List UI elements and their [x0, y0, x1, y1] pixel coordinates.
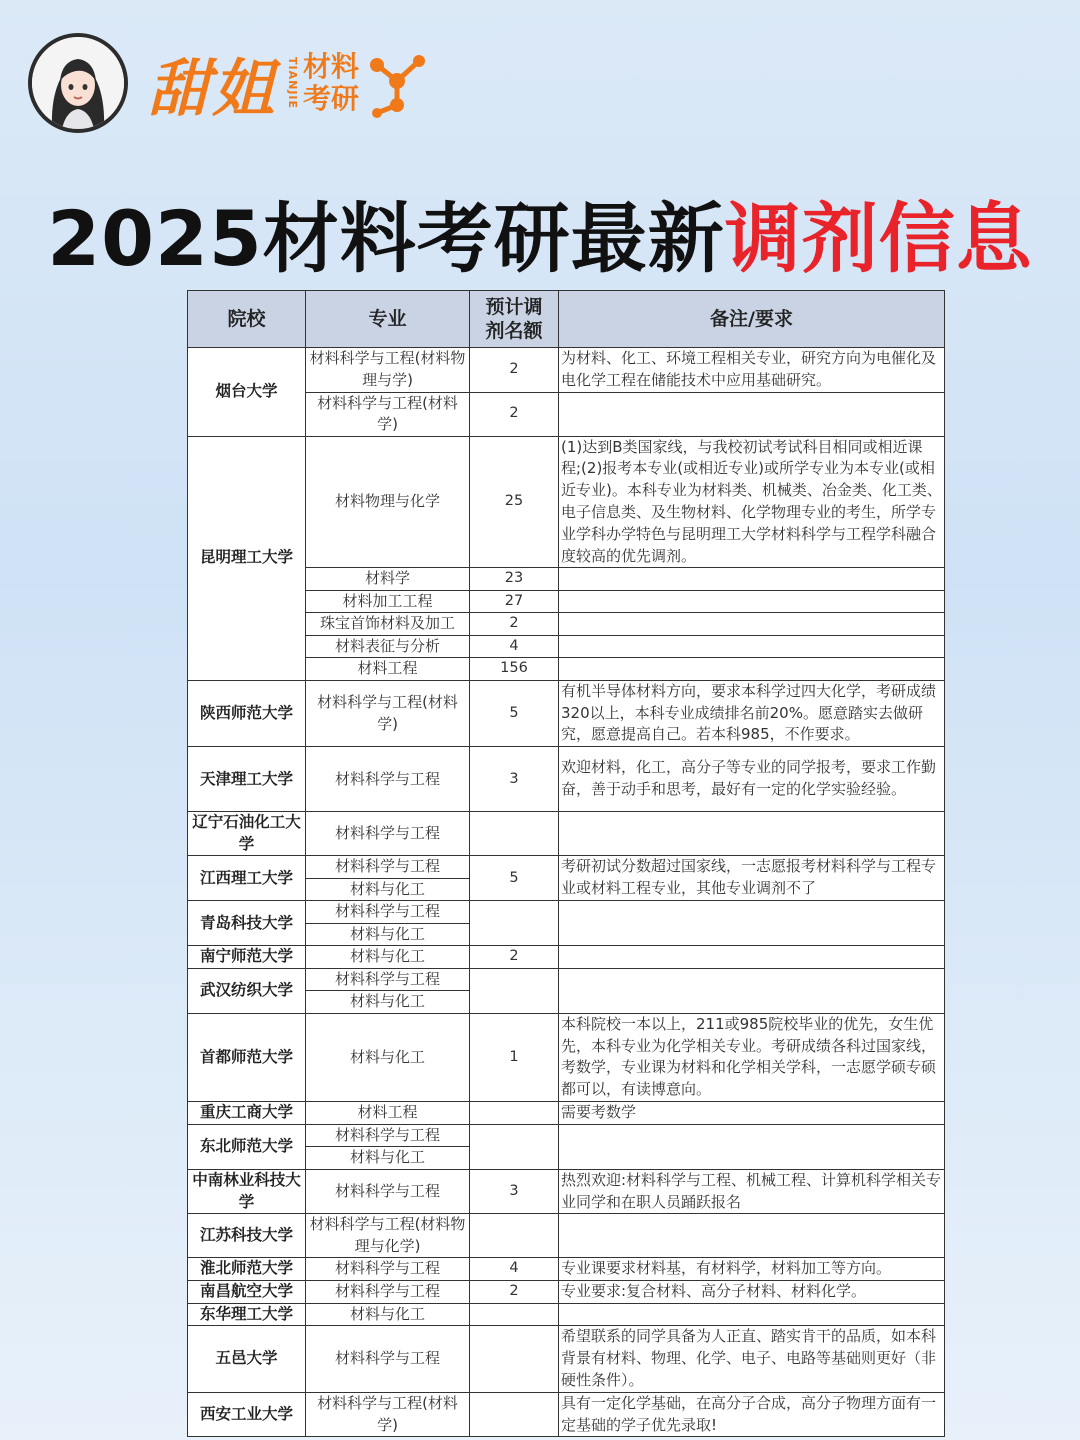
major-cell: 材料科学与工程 [306, 1326, 470, 1392]
table-row [188, 747, 945, 812]
school-cell: 东华理工大学 [188, 1303, 306, 1326]
school-cell: 中南林业科技大学 [188, 1169, 306, 1214]
quota-cell [470, 1124, 559, 1169]
quota-cell: 2 [470, 348, 559, 393]
major-cell: 材料科学与工程(材料物理与学) [306, 348, 470, 393]
quota-cell: 156 [470, 658, 559, 681]
molecule-icon [363, 43, 433, 123]
avatar-illustration [32, 37, 124, 129]
major-cell: 材料与化工 [306, 991, 470, 1014]
table-row [188, 1124, 945, 1147]
table-row [188, 968, 945, 991]
quota-cell: 2 [470, 946, 559, 969]
note-cell [559, 392, 945, 436]
school-cell: 东北师范大学 [188, 1124, 306, 1169]
note-cell [559, 968, 945, 1013]
major-cell: 材料与化工 [306, 878, 470, 901]
note-cell [559, 1214, 945, 1258]
major-cell: 材料科学与工程 [306, 1124, 470, 1147]
quota-cell: 5 [470, 856, 559, 901]
note-cell [559, 901, 945, 946]
quota-cell: 4 [470, 635, 559, 658]
quota-cell: 3 [470, 747, 559, 812]
note-cell: 希望联系的同学具备为人正直、踏实肯干的品质，如本科背景有材料、物理、化学、电子、电路等基础则更好（非硬性条件）。 [559, 1326, 945, 1392]
brand-sub-line1: 材料 [303, 50, 360, 83]
note-cell: 热烈欢迎:材料科学与工程、机械工程、计算机科学相关专业同学和在职人员踊跃报名 [559, 1169, 945, 1214]
table-row [188, 1326, 945, 1392]
note-cell [559, 1124, 945, 1169]
quota-cell: 2 [470, 613, 559, 636]
header-quota: 预计调剂名额 [470, 291, 559, 348]
school-cell: 重庆工商大学 [188, 1101, 306, 1124]
table-row [188, 946, 945, 969]
quota-cell [470, 812, 559, 856]
major-cell: 材料与化工 [306, 1013, 470, 1101]
note-cell: 本科院校一本以上，211或985院校毕业的优先，女生优先，本科专业为化学相关专业。考研成绩各科过国家线，考数学，专业课为材料和化学相关学科，一志愿学硕专硕都可以，有读博意向。 [559, 1013, 945, 1101]
note-cell: 需要考数学 [559, 1101, 945, 1124]
quota-cell [470, 968, 559, 1013]
title-highlight: 调剂信息 [724, 194, 1033, 283]
quota-cell [470, 1101, 559, 1124]
table-row [188, 680, 945, 746]
table-row [188, 1101, 945, 1124]
note-cell: 具有一定化学基础，在高分子合成，高分子物理方面有一定基础的学子优先录取! [559, 1392, 945, 1437]
school-cell: 青岛科技大学 [188, 901, 306, 946]
note-cell [559, 613, 945, 636]
quota-cell [470, 1326, 559, 1392]
quota-cell: 3 [470, 1169, 559, 1214]
major-cell: 材料科学与工程 [306, 1258, 470, 1281]
table-row [188, 1013, 945, 1101]
major-cell: 材料物理与化学 [306, 436, 470, 568]
school-cell: 南昌航空大学 [188, 1281, 306, 1304]
note-cell [559, 812, 945, 856]
school-cell: 江苏科技大学 [188, 1214, 306, 1258]
brand-sub-line2: 考研 [303, 82, 360, 115]
school-cell: 武汉纺织大学 [188, 968, 306, 1013]
quota-cell [470, 901, 559, 946]
quota-cell: 5 [470, 680, 559, 746]
note-cell [559, 658, 945, 681]
note-cell: 欢迎材料，化工，高分子等专业的同学报考，要求工作勤奋，善于动手和思考，最好有一定的化学实验经验。 [559, 747, 945, 812]
major-cell: 材料科学与工程(材料学) [306, 680, 470, 746]
quota-cell: 2 [470, 392, 559, 436]
adjustment-table [187, 290, 945, 1437]
brand-pinyin: TIANJIE [286, 56, 300, 109]
quota-cell [470, 1303, 559, 1326]
header-note: 备注/要求 [559, 291, 945, 348]
header-major: 专业 [306, 291, 470, 348]
major-cell: 材料工程 [306, 658, 470, 681]
major-cell: 珠宝首饰材料及加工 [306, 613, 470, 636]
quota-cell [470, 1392, 559, 1437]
major-cell: 材料与化工 [306, 946, 470, 969]
major-cell: 材料学 [306, 568, 470, 591]
note-cell: (1)达到B类国家线，与我校初试考试科目相同或相近课程;(2)报考本专业(或相近专业)或所学专业为本专业(或相近专业)。本科专业为材料类、机械类、冶金类、化工类、电子信息类、及生物材料、化学物理专业的考生，所学专业学科办学特色与昆明理工大学材料科学与工程学科融合度较高的优先调剂。 [559, 436, 945, 568]
major-cell: 材料科学与工程(材料物理与化学) [306, 1214, 470, 1258]
table-row [188, 812, 945, 856]
major-cell: 材料与化工 [306, 1147, 470, 1170]
school-cell: 江西理工大学 [188, 856, 306, 901]
note-cell [559, 568, 945, 591]
school-cell: 昆明理工大学 [188, 436, 306, 680]
table-row [188, 1258, 945, 1281]
note-cell [559, 946, 945, 969]
table-row [188, 1281, 945, 1304]
school-cell: 烟台大学 [188, 348, 306, 437]
major-cell: 材料科学与工程 [306, 1281, 470, 1304]
note-cell: 考研初试分数超过国家线，一志愿报考材料科学与工程专业或材料工程专业，其他专业调剂不了 [559, 856, 945, 901]
school-cell: 五邑大学 [188, 1326, 306, 1392]
quota-cell: 1 [470, 1013, 559, 1101]
table-row [188, 901, 945, 924]
major-cell: 材料加工工程 [306, 590, 470, 613]
major-cell: 材料工程 [306, 1101, 470, 1124]
table-row [188, 348, 945, 393]
quota-cell: 23 [470, 568, 559, 591]
table-row [188, 1303, 945, 1326]
table-row [188, 1214, 945, 1258]
school-cell: 南宁师范大学 [188, 946, 306, 969]
table-row [188, 1169, 945, 1214]
quota-cell [470, 1214, 559, 1258]
major-cell: 材料科学与工程 [306, 901, 470, 924]
avatar [28, 33, 128, 133]
major-cell: 材料与化工 [306, 923, 470, 946]
table-header-row [188, 291, 945, 348]
header-school: 院校 [188, 291, 306, 348]
table-row [188, 1392, 945, 1437]
note-cell [559, 635, 945, 658]
major-cell: 材料科学与工程 [306, 968, 470, 991]
table-row [188, 856, 945, 879]
quota-cell: 27 [470, 590, 559, 613]
school-cell: 陕西师范大学 [188, 680, 306, 746]
brand-subtitle [286, 51, 359, 115]
major-cell: 材料科学与工程(材料学) [306, 392, 470, 436]
major-cell: 材料科学与工程 [306, 856, 470, 879]
school-cell: 首都师范大学 [188, 1013, 306, 1101]
page-title [0, 178, 1080, 287]
note-cell: 为材料、化工、环境工程相关专业，研究方向为电催化及电化学工程在储能技术中应用基础研究。 [559, 348, 945, 393]
table-row [188, 436, 945, 568]
quota-cell: 2 [470, 1281, 559, 1304]
brand-header [28, 28, 433, 138]
note-cell [559, 590, 945, 613]
school-cell: 淮北师范大学 [188, 1258, 306, 1281]
major-cell: 材料科学与工程 [306, 747, 470, 812]
note-cell [559, 1303, 945, 1326]
brand-name: 甜姐 [148, 51, 277, 125]
major-cell: 材料与化工 [306, 1303, 470, 1326]
major-cell: 材料表征与分析 [306, 635, 470, 658]
note-cell: 有机半导体材料方向，要求本科学过四大化学，考研成绩320以上，本科专业成绩排名前20%。愿意踏实去做研究，愿意提高自己。若本科985，不作要求。 [559, 680, 945, 746]
major-cell: 材料科学与工程 [306, 1169, 470, 1214]
quota-cell: 4 [470, 1258, 559, 1281]
school-cell: 天津理工大学 [188, 747, 306, 812]
quota-cell: 25 [470, 436, 559, 568]
note-cell: 专业课要求材料基，有材料学，材料加工等方向。 [559, 1258, 945, 1281]
major-cell: 材料科学与工程 [306, 812, 470, 856]
title-black: 2025材料考研最新 [47, 194, 725, 283]
major-cell: 材料科学与工程(材料学) [306, 1392, 470, 1437]
school-cell: 辽宁石油化工大学 [188, 812, 306, 856]
school-cell: 西安工业大学 [188, 1392, 306, 1437]
note-cell: 专业要求:复合材料、高分子材料、材料化学。 [559, 1281, 945, 1304]
